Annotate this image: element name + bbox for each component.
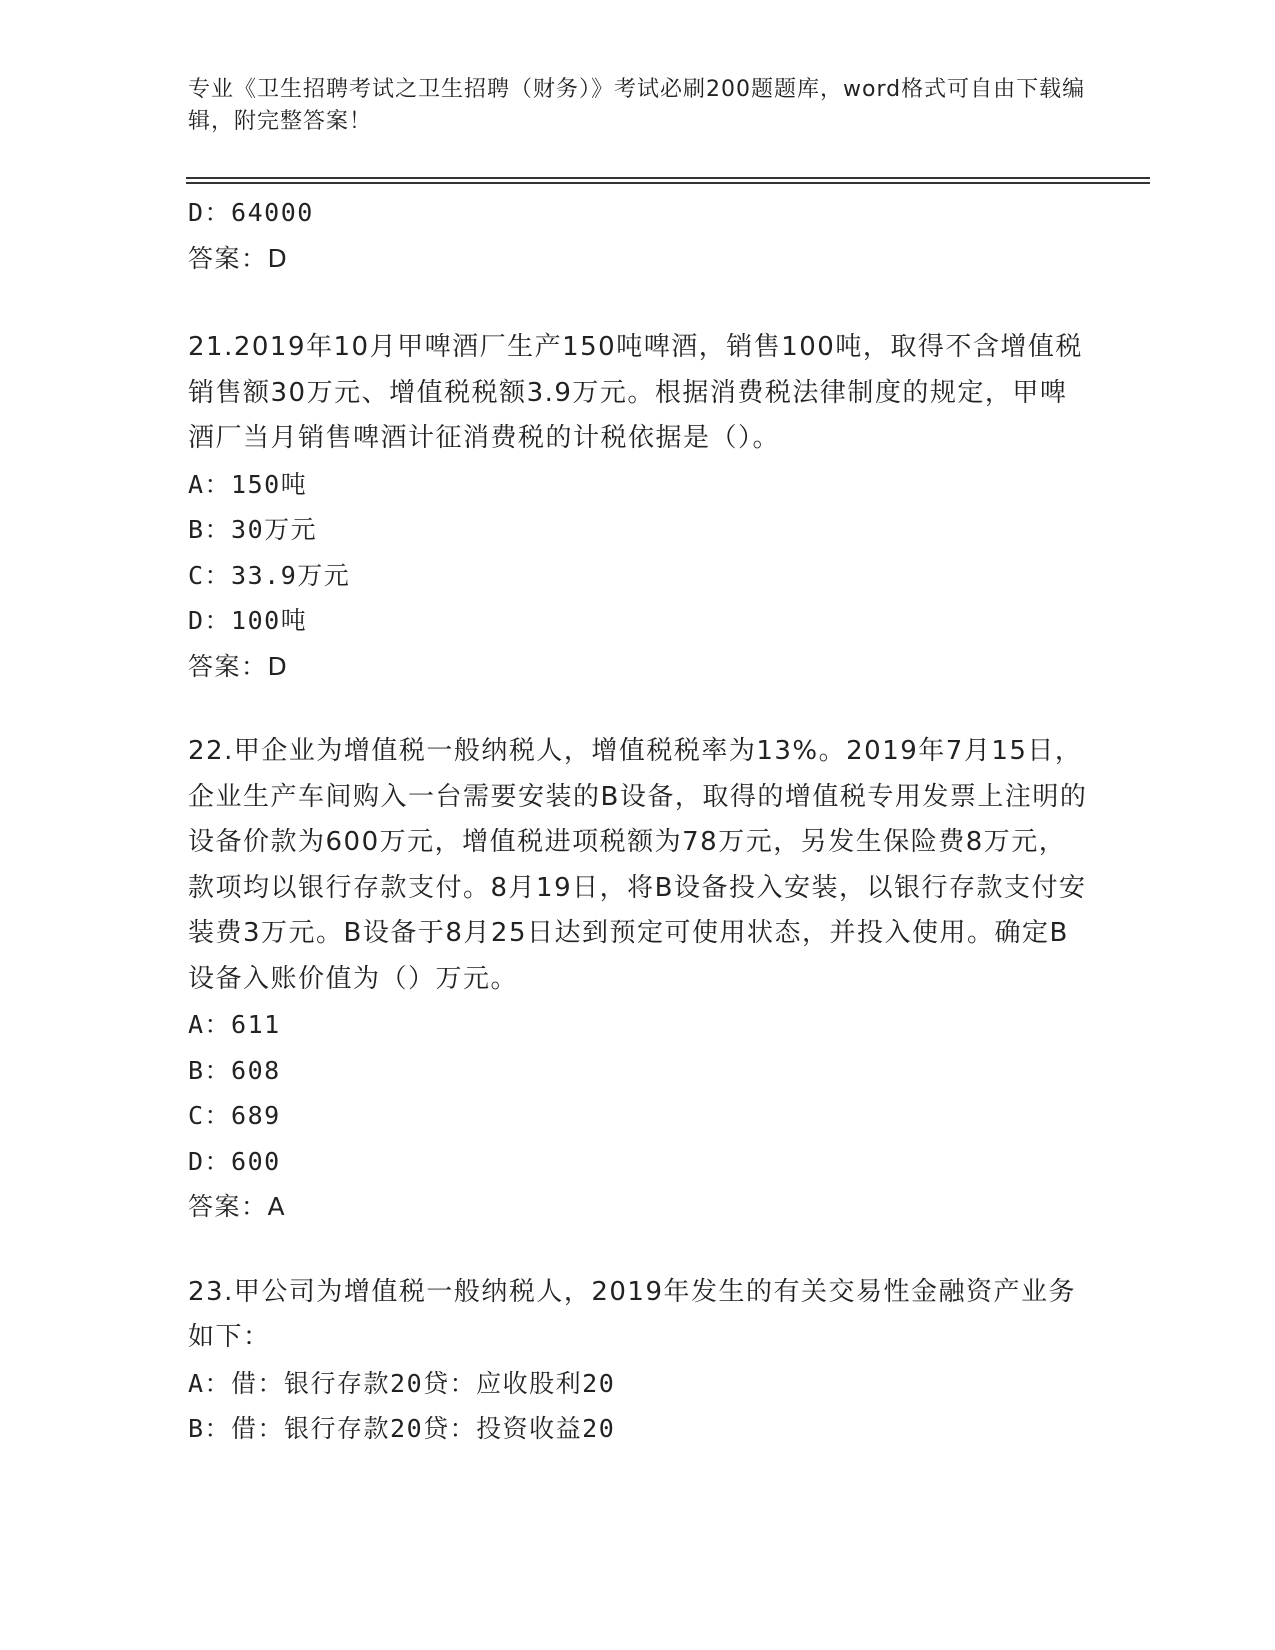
document-header: 专业《卫生招聘考试之卫生招聘（财务）》考试必刷200题题库，word格式可自由下载编辑，附完整答案！ (188, 77, 1086, 134)
option-b: B：借：银行存款20贷：投资收益20 (188, 1414, 616, 1443)
answer: 答案：D (188, 651, 289, 681)
option-b: B：30万元 (188, 515, 318, 544)
question-23 (188, 1270, 1088, 1452)
answer: 答案：A (188, 1192, 287, 1221)
question-stem: 23.甲公司为增值税一般纳税人，2019年发生的有关交易性金融资产业务如下： (188, 1276, 1077, 1352)
option-a: A：150吨 (188, 469, 308, 499)
option-a: A：借：银行存款20贷：应收股利20 (188, 1368, 616, 1398)
option-c: C：689 (188, 1101, 281, 1130)
carryover-answer: 答案：D (188, 243, 289, 273)
question-stem: 22.甲企业为增值税一般纳税人，增值税税率为13%。2019年7月15日，企业生产车间购入一台需要安装的B设备，取得的增值税专用发票上注明的设备价款为600万元，增值税进项税额为78万元，另发生保险费8万元，款项均以银行存款支付。8月19日，将B设备投入安装，以银行存款支付安装费3万元。B设备于8月25日达到预定可使用状态，并投入使用。确定B设备入账价值为（）万元。 (188, 736, 1088, 994)
document-body (188, 190, 1088, 1452)
option-d: D：100吨 (188, 606, 308, 635)
option-d: D：600 (188, 1146, 281, 1176)
option-b: B：608 (188, 1055, 281, 1085)
option-c: C：33.9万元 (188, 560, 351, 590)
header-divider-bottom (186, 182, 1150, 184)
header-divider-top (186, 177, 1150, 179)
question-22 (188, 729, 1088, 1230)
question-21 (188, 325, 1088, 689)
question-stem: 21.2019年10月甲啤酒厂生产150吨啤酒，销售100吨，取得不含增值税销售额30万元、增值税税额3.9万元。根据消费税法律制度的规定，甲啤酒厂当月销售啤酒计征消费税的计税依据是（）。 (188, 332, 1083, 453)
carryover-option-d: D：64000 (188, 198, 314, 227)
option-a: A：611 (188, 1010, 281, 1039)
